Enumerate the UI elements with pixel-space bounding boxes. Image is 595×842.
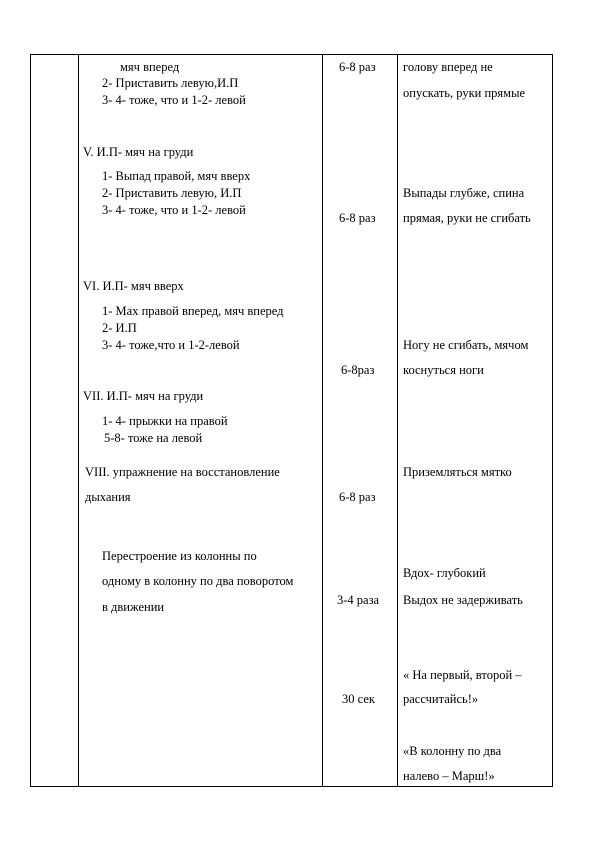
table-border-right: [552, 54, 553, 787]
exercise-line: дыхания: [85, 490, 131, 504]
note-line: Приземляться мятко: [403, 465, 512, 479]
dosage-value: 6-8 раз: [339, 211, 376, 225]
note-line: прямая, руки не сгибать: [403, 211, 531, 225]
exercise-line: 3- 4- тоже, что и 1-2- левой: [102, 203, 246, 217]
exercise-line: 2- Приставить левую, И.П: [102, 186, 242, 200]
exercise-line: одному в колонну по два поворотом: [102, 574, 294, 588]
exercise-line: 1- Мах правой вперед, мяч вперед: [102, 304, 284, 318]
exercise-line: мяч вперед: [120, 60, 180, 74]
note-line: « На первый, второй –: [403, 668, 522, 682]
note-line: опускать, руки прямые: [403, 86, 526, 100]
exercise-heading: V. И.П- мяч на груди: [83, 145, 194, 159]
note-line: Выдох не задерживать: [403, 593, 523, 607]
note-line: «В колонну по два: [403, 744, 502, 758]
dosage-value: 3-4 раза: [337, 593, 380, 607]
table-divider-2: [322, 54, 323, 787]
exercise-line: 2- И.П: [102, 321, 137, 335]
note-line: голову вперед не: [403, 60, 493, 74]
table-divider-1: [78, 54, 79, 787]
exercise-heading: VI. И.П- мяч вверх: [83, 279, 184, 293]
table-border-left: [30, 54, 31, 787]
note-line: Ногу не сгибать, мячом: [403, 338, 529, 352]
exercise-line: Перестроение из колонны по: [102, 549, 257, 563]
dosage-value: 6-8 раз: [339, 490, 376, 504]
dosage-value: 6-8раз: [341, 363, 375, 377]
exercise-heading: VIII. упражнение на восстановление: [85, 465, 280, 479]
table-divider-3: [397, 54, 398, 787]
note-line: налево – Марш!»: [403, 769, 495, 783]
exercise-line: 1- Выпад правой, мяч вверх: [102, 169, 251, 183]
dosage-value: 6-8 раз: [339, 60, 376, 74]
note-line: Вдох- глубокий: [403, 566, 486, 580]
table-border-top: [30, 54, 553, 55]
exercise-line: 2- Приставить левую,И.П: [102, 76, 239, 90]
exercise-line: 1- 4- прыжки на правой: [102, 414, 228, 428]
note-line: коснуться ноги: [403, 363, 484, 377]
note-line: Выпады глубже, спина: [403, 186, 525, 200]
note-line: рассчитайсь!»: [403, 692, 479, 706]
exercise-heading: VII. И.П- мяч на груди: [83, 389, 204, 403]
exercise-line: в движении: [102, 600, 165, 614]
dosage-value: 30 сек: [342, 692, 375, 706]
exercise-line: 3- 4- тоже, что и 1-2- левой: [102, 93, 246, 107]
table-border-bottom: [30, 786, 553, 787]
exercise-line: 5-8- тоже на левой: [104, 431, 203, 445]
exercise-line: 3- 4- тоже,что и 1-2-левой: [102, 338, 240, 352]
